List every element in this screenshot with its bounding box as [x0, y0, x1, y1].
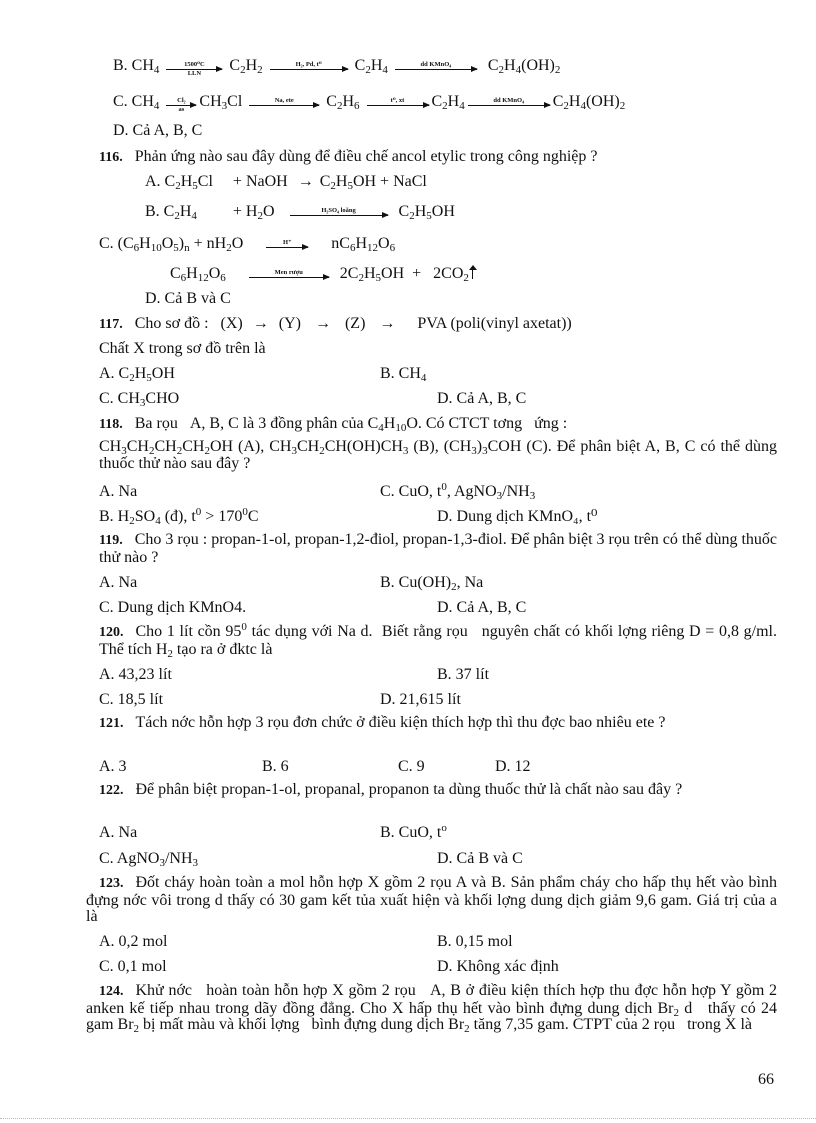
option-116d: D. Cả B và C — [145, 290, 231, 307]
option-119d: D. Cả A, B, C — [437, 599, 527, 616]
option-121b: B. 6 — [262, 758, 289, 775]
option-117c: C. $CH_3CHO$ — [99, 390, 180, 409]
reaction-arrow: t⁰, xt — [367, 97, 429, 113]
option-118c: C. CuO, $t^0$, $AgNO_3/NH_3$ — [380, 481, 536, 502]
option-121a: A. 3 — [99, 758, 127, 775]
option-120a: A. 43,23 lít — [99, 666, 172, 683]
reaction-arrow: Na, ete — [249, 97, 319, 113]
option-123d: D. Không xác định — [437, 958, 559, 975]
reaction-arrow: dd KMnO₄ — [468, 97, 550, 113]
option-122d: D. Cả B và C — [437, 850, 523, 867]
question-120: 120. Cho 1 lít cồn $95^0$ tác dụng với Na d. Biết rằng rọu nguyên chất có khối lợng riêng D = 0,8 g/ml. Thể tích $H_2$ tạo ra ở đktc là — [99, 621, 778, 660]
option-116c: C. $(C_6H_{10}O_5)_n + nH_2O$ H⁺ $nC_6H_{12}O_6$ — [99, 235, 396, 254]
option-117b: B. $CH_4$ — [380, 365, 427, 384]
reaction-arrow: Men rượu — [249, 269, 329, 285]
option-117a: A. $C_2H_5OH$ — [99, 365, 175, 384]
option-119b: B. $Cu(OH)_2$, Na — [380, 574, 484, 593]
question-117: 117. Cho sơ đồ : (X) → (Y) → (Z) → PVA (poli(vinyl axetat)) — [99, 315, 572, 332]
reaction-arrow: $\frac{\text{Cl₂}}{as}$ — [166, 97, 196, 113]
option-117d: D. Cả A, B, C — [437, 390, 527, 407]
question-118-body: $CH_3CH_2CH_2CH_2OH$ (A), $CH_3CH_2CH(OH)CH_3$ (B), $(CH_3)_3COH$ (C). Để phân biệt A, B, C có thể dùng thuốc thử nào sau đây ? — [99, 438, 777, 472]
option-116b: B. $C_2H_4$ + $H_2O$ H₂SO₄ loãng $C_2H_5OH$ — [145, 203, 455, 222]
reaction-arrow: H₂SO₄ loãng — [290, 207, 388, 223]
question-121: 121. Tách nớc hỗn hợp 3 rọu đơn chức ở điều kiện thích hợp thì thu đợc bao nhiêu ete ? — [99, 714, 666, 731]
option-115c: C. $CH_4$ $\frac{\text{Cl₂}}{as}$ $CH_3Cl$ Na, ete $C_2H_6$ t⁰, xt $C_2H_4$ dd KMnO₄ $C_2H_4(OH)_2$ — [113, 93, 626, 113]
question-118: 118. Ba rọu A, B, C là 3 đồng phân của $C_4H_{10}O$. Có CTCT tơng ứng : — [99, 415, 568, 434]
page-number: 66 — [758, 1071, 774, 1088]
reaction-arrow: 1500⁰C LLN — [166, 61, 222, 77]
option-123a: A. 0,2 mol — [99, 933, 168, 950]
option-115d: D. Cả A, B, C — [113, 122, 203, 139]
gas-arrow-icon — [469, 265, 477, 279]
question-122: 122. Để phân biệt propan-1-ol, propanal, propanon ta dùng thuốc thử là chất nào sau đây ? — [99, 781, 683, 798]
option-116c-line2: $C_6H_{12}O_6$ Men rượu $2C_2H_5OH + 2CO_2$ — [170, 264, 477, 290]
option-116a: A. $C_2H_5Cl$ + NaOH → $C_2H_5OH$ + NaCl — [145, 173, 427, 192]
option-119a: A. Na — [99, 574, 138, 591]
option-122b: B. CuO, $t^o$ — [380, 822, 447, 841]
option-121c: C. 9 — [398, 758, 425, 775]
option-122a: A. Na — [99, 824, 138, 841]
option-118b: B. $H_2SO_4$ (đ), $t^0 > 170^0C$ — [99, 506, 259, 527]
option-121d: D. 12 — [495, 758, 531, 775]
option-122c: C. $AgNO_3/NH_3$ — [99, 850, 199, 869]
option-120c: C. 18,5 lít — [99, 691, 164, 708]
question-119: 119. Cho 3 rọu : propan-1-ol, propan-1,2-điol, propan-1,3-điol. Để phân biệt 3 rọu trên có thể dùng thuốc thử nào ? — [99, 531, 777, 566]
reaction-arrow: H⁺ — [266, 239, 308, 255]
question-117-stem: Chất X trong sơ đồ trên là — [99, 340, 266, 357]
option-120d: D. 21,615 lít — [380, 691, 461, 708]
question-123: 123. Đốt cháy hoàn toàn a mol hỗn hợp X gồm 2 rọu A và B. Sản phẩm cháy cho hấp thụ hết vào bình đựng nớc vôi trong d thấy có 30 gam kết tủa xuất hiện và khối lợng dung dịch giảm 9,6 gam. Giá trị của a là — [86, 874, 777, 925]
option-118a: A. Na — [99, 483, 138, 500]
option-115b: B. $CH_4$ 1500⁰C LLN $C_2H_2$ H₂, Pd, t⁰ $C_2H_4$ dd KMnO₄ $C_2H_4(OH)_2$ — [113, 57, 561, 77]
option-123c: C. 0,1 mol — [99, 958, 167, 975]
option-120b: B. 37 lít — [437, 666, 490, 683]
question-124: 124. Khử nớc hoàn toàn hỗn hợp X gồm 2 rọu A, B ở điều kiện thích hợp thu đợc hỗn hợp Y gồm 2 anken kế tiếp nhau trong dãy đồng đẳng. Cho X hấp thụ hết vào bình đựng dung dịch $Br_2$ d thấy có 24 gam $Br_2$ bị mất màu và khối lợng bình đựng dung dịch $Br_2$ tăng 7,35 gam. CTPT của 2 rọu trong X là — [86, 982, 777, 1035]
question-116: 116. Phản ứng nào sau đây dùng để điều chế ancol etylic trong công nghiệp ? — [99, 148, 598, 165]
option-119c: C. Dung dịch KMnO4. — [99, 599, 247, 616]
reaction-arrow: H₂, Pd, t⁰ — [270, 61, 348, 77]
reaction-arrow: dd KMnO₄ — [395, 61, 477, 77]
footer-dotted-rule — [0, 1118, 816, 1119]
option-118d: D. Dung dịch KMnO₄, t⁰ — [437, 508, 598, 525]
option-123b: B. 0,15 mol — [437, 933, 513, 950]
